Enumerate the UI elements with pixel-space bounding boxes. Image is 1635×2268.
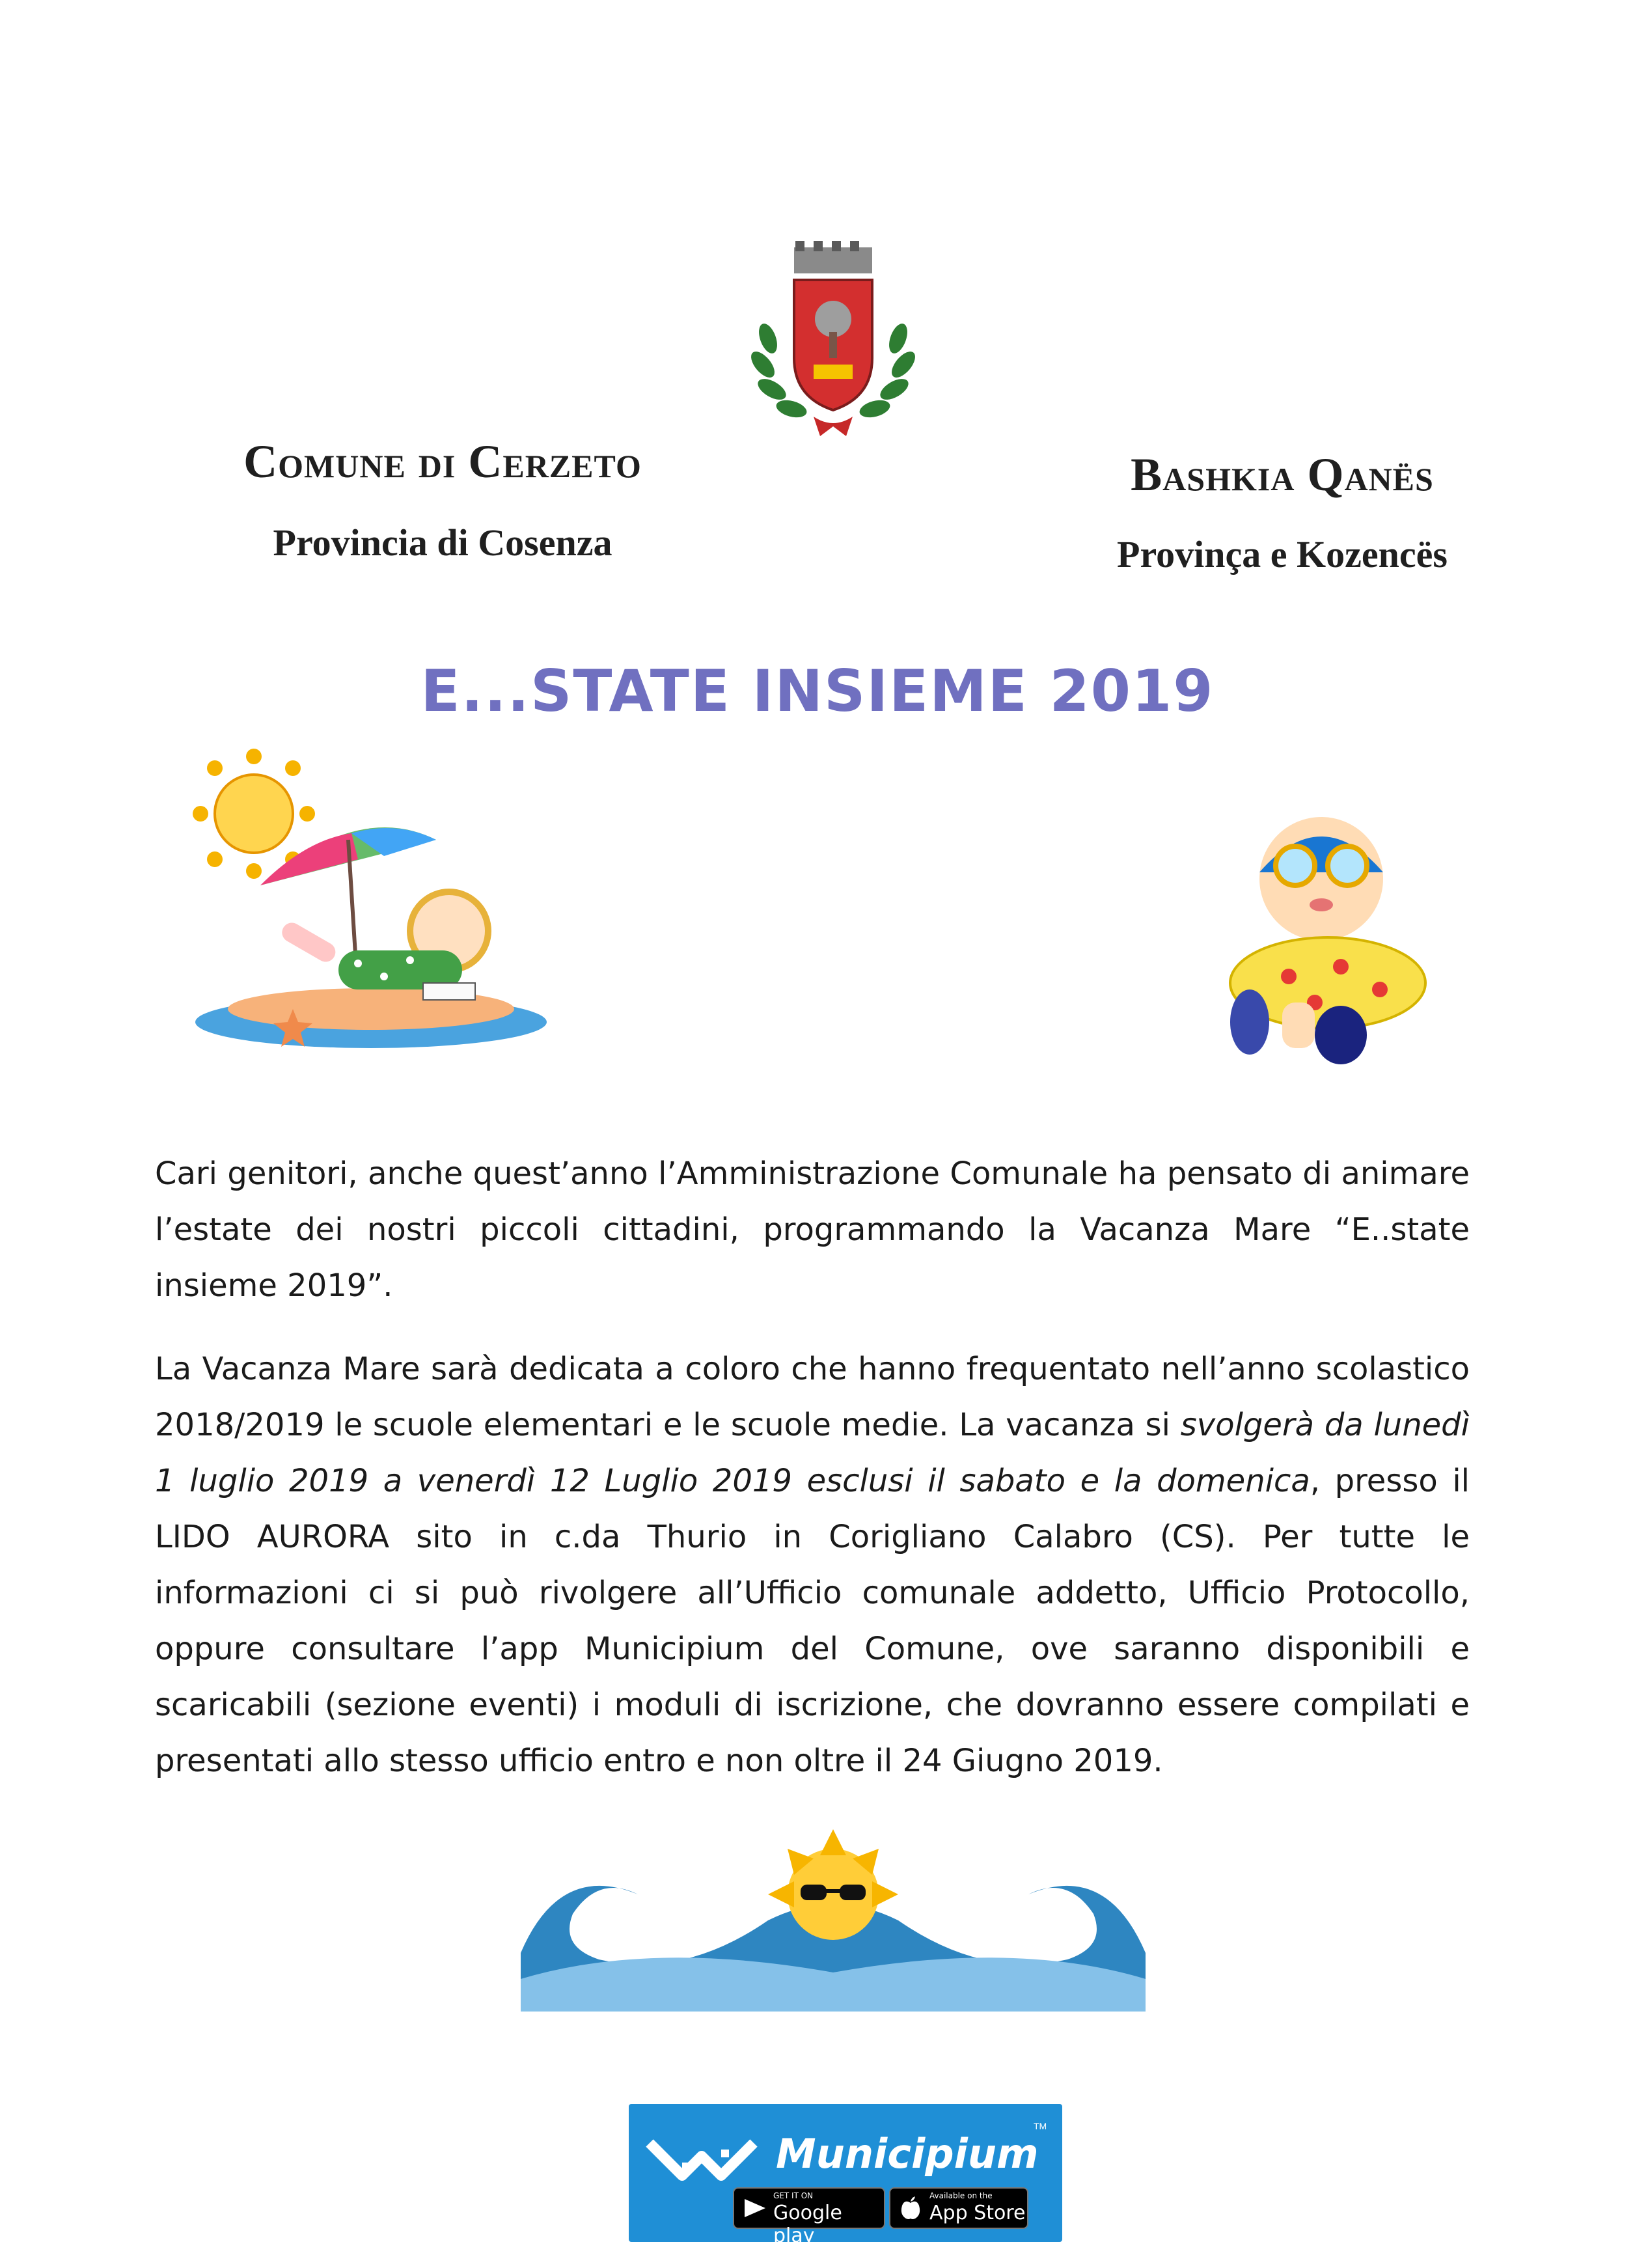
trademark-mark: TM bbox=[1034, 2121, 1047, 2131]
google-play-icon bbox=[743, 2198, 767, 2219]
paragraph-intro: Cari genitori, anche quest’anno l’Amministrazione Comunale ha pensato di animare l’estate dei nostri piccoli cittadini, programmando la Vacanza Mare “E..state insieme 2019”. bbox=[155, 1155, 1470, 1304]
app-store-small-text: Available on the bbox=[929, 2191, 993, 2200]
google-play-small-text: GET IT ON bbox=[773, 2191, 814, 2200]
municipium-name: Municipium bbox=[776, 2130, 1039, 2178]
header-left-title: Comune di Cerzeto bbox=[243, 436, 642, 488]
google-play-button[interactable] bbox=[733, 2187, 885, 2247]
apple-icon bbox=[900, 2196, 922, 2220]
paragraph-details bbox=[155, 1341, 1470, 1789]
municipium-logo-icon bbox=[643, 2123, 760, 2195]
details-text-part2: , presso il LIDO AURORA sito in c.da Thurio in Corigliano Calabro (CS). Per tutte le informazioni ci si può rivolgere all’Ufficio comunale addetto, Ufficio Protocollo, oppure consultare l’app Municipium del Comune, ove saranno disponibili e scaricabili (sezione eventi) i moduli di iscrizione, che dovranno essere compilati e presentati allo stesso ufficio entro e non oltre il 24 Giugno 2019. bbox=[155, 1463, 1470, 1779]
municipium-badge[interactable] bbox=[629, 2104, 1062, 2247]
details-text-part1: La Vacanza Mare sarà dedicata a coloro che hanno frequentato nell’anno scolastico 2018/2019 le scuole elementari e le scuole medie. La vacanza si bbox=[155, 1351, 1470, 1443]
header-right-subtitle: Provinça e Kozencës bbox=[1117, 533, 1448, 575]
swimming-child-illustration bbox=[1211, 807, 1438, 1068]
details-dates-italic: svolgerà da lunedì 1 luglio 2019 a venerdì 12 Luglio 2019 esclusi il sabato e la domenica bbox=[155, 1407, 1470, 1499]
app-store-button[interactable] bbox=[889, 2187, 1028, 2229]
beach-girl-illustration bbox=[189, 742, 553, 1055]
header-right-title: Bashkia Qanës bbox=[1131, 449, 1434, 501]
waves-sun-illustration bbox=[521, 1823, 1146, 2012]
header-left-subtitle: Provincia di Cosenza bbox=[273, 521, 612, 564]
page-title: E...STATE INSIEME 2019 bbox=[420, 657, 1215, 725]
google-play-label: Google play bbox=[773, 2202, 842, 2247]
app-store-label: App Store bbox=[929, 2202, 1026, 2224]
coat-of-arms-emblem bbox=[742, 241, 924, 443]
